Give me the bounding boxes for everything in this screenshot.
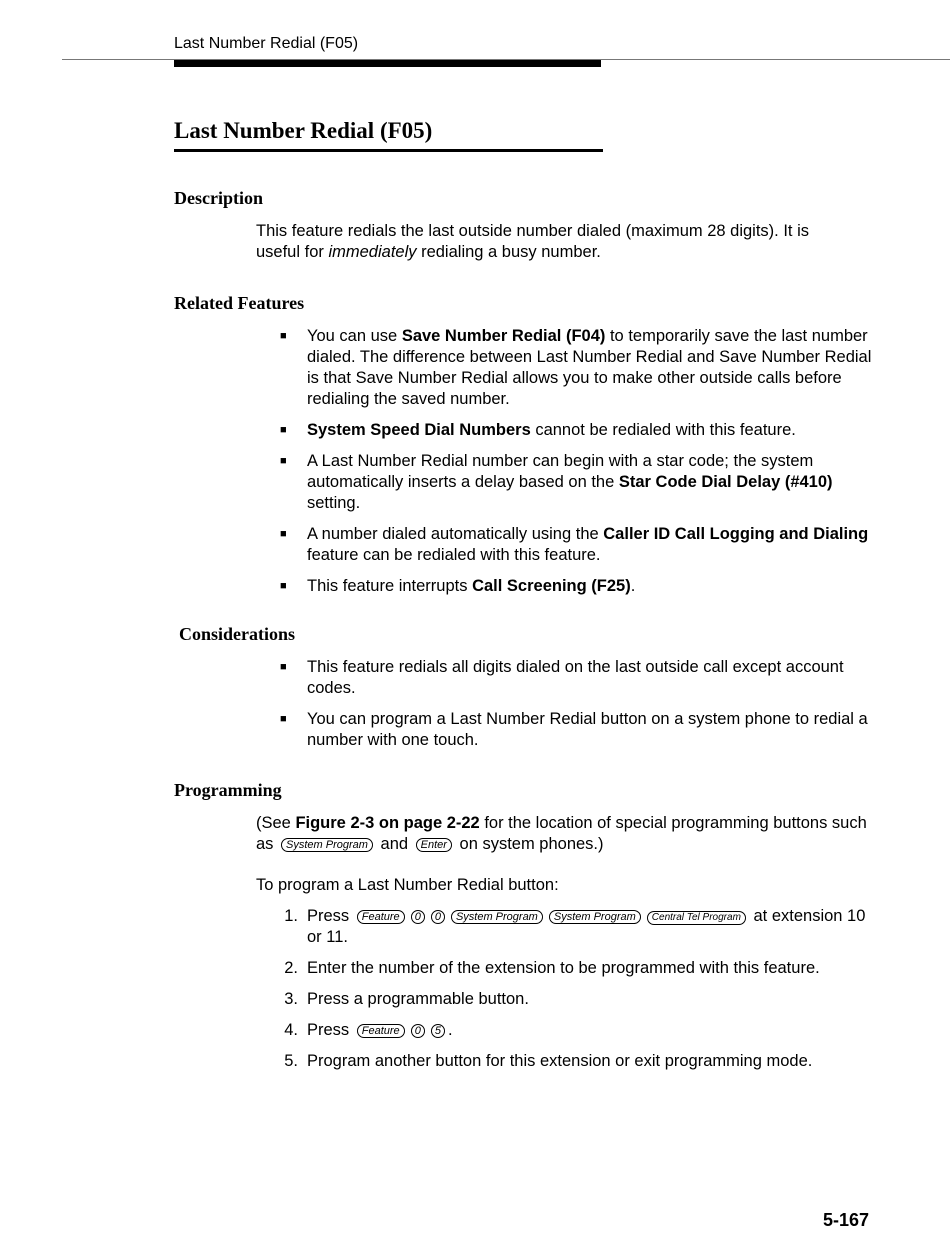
figure-reference: Figure 2-3 on page 2-22 [295, 814, 480, 832]
programming-heading: Programming [174, 780, 282, 800]
central-tel-program-key-icon: Central Tel Program [647, 911, 746, 925]
digit-5-key-icon: 5 [431, 1024, 445, 1038]
description-text: This feature redials the last outside number dialed (maximum 28 digits). It is useful for immediately redialing a busy number. [256, 222, 809, 261]
digit-0-key-icon: 0 [431, 910, 445, 924]
related-features-heading: Related Features [174, 293, 305, 313]
bullet-icon: ■ [280, 713, 287, 725]
step-5: 5. Program another button for this extension or exit programming mode. [284, 1052, 813, 1070]
system-program-key-icon: System Program [549, 910, 641, 924]
page-number: 5-167 [822, 1210, 869, 1230]
list-item: ■ You can use Save Number Redial (F04) to temporarily save the last number dialed. The difference between Last Number Redial and Save Number Redial is that Save Number Redial allows you to make other outside calls before redialing the saved number. [280, 327, 872, 408]
list-item: ■ This feature interrupts Call Screening (F25). [280, 577, 636, 595]
step-3: 3. Press a programmable button. [284, 990, 529, 1008]
title-rule [174, 149, 603, 152]
bullet-icon: ■ [280, 580, 287, 592]
page-title: Last Number Redial (F05) [174, 118, 433, 143]
description-heading: Description [174, 188, 263, 208]
step-2: 2. Enter the number of the extension to be programmed with this feature. [284, 959, 820, 977]
digit-0-key-icon: 0 [411, 1024, 425, 1038]
step-4: 4. Press Feature 0 5 . [284, 1021, 453, 1039]
considerations-list [280, 657, 880, 761]
enter-key-icon: Enter [416, 838, 452, 852]
bullet-icon: ■ [280, 661, 287, 673]
list-item: ■ A number dialed automatically using the Caller ID Call Logging and Dialing feature can be redialed with this feature. [280, 525, 869, 564]
step-1: 1. Press Feature 0 0 System Program System Program Central Tel Program at extension 10 or 11. [284, 907, 866, 946]
digit-0-key-icon: 0 [411, 910, 425, 924]
bullet-icon: ■ [280, 424, 287, 436]
programming-intro: To program a Last Number Redial button: [256, 876, 559, 894]
system-program-key-icon: System Program [281, 838, 373, 852]
feature-key-icon: Feature [357, 1024, 405, 1038]
running-head: Last Number Redial (F05) [174, 35, 359, 52]
considerations-heading: Considerations [179, 624, 296, 644]
list-item: ■ System Speed Dial Numbers cannot be redialed with this feature. [280, 421, 796, 439]
programming-note: (See Figure 2-3 on page 2-22 for the location of special programming buttons such as System Program and Enter on system phones.) [256, 814, 867, 853]
related-features-list [280, 326, 880, 607]
list-item: ■ You can program a Last Number Redial button on a system phone to redial a number with one touch. [280, 710, 868, 749]
header-bar [174, 60, 601, 67]
bullet-icon: ■ [280, 528, 287, 540]
bullet-icon: ■ [280, 330, 287, 342]
bullet-icon: ■ [280, 455, 287, 467]
list-item: ■ A Last Number Redial number can begin with a star code; the system automatically inserts a delay based on the Star Code Dial Delay (#410) setting. [280, 452, 833, 512]
list-item: ■ This feature redials all digits dialed on the last outside call except account codes. [280, 658, 844, 697]
system-program-key-icon: System Program [451, 910, 543, 924]
programming-steps [280, 906, 880, 1082]
feature-key-icon: Feature [357, 910, 405, 924]
